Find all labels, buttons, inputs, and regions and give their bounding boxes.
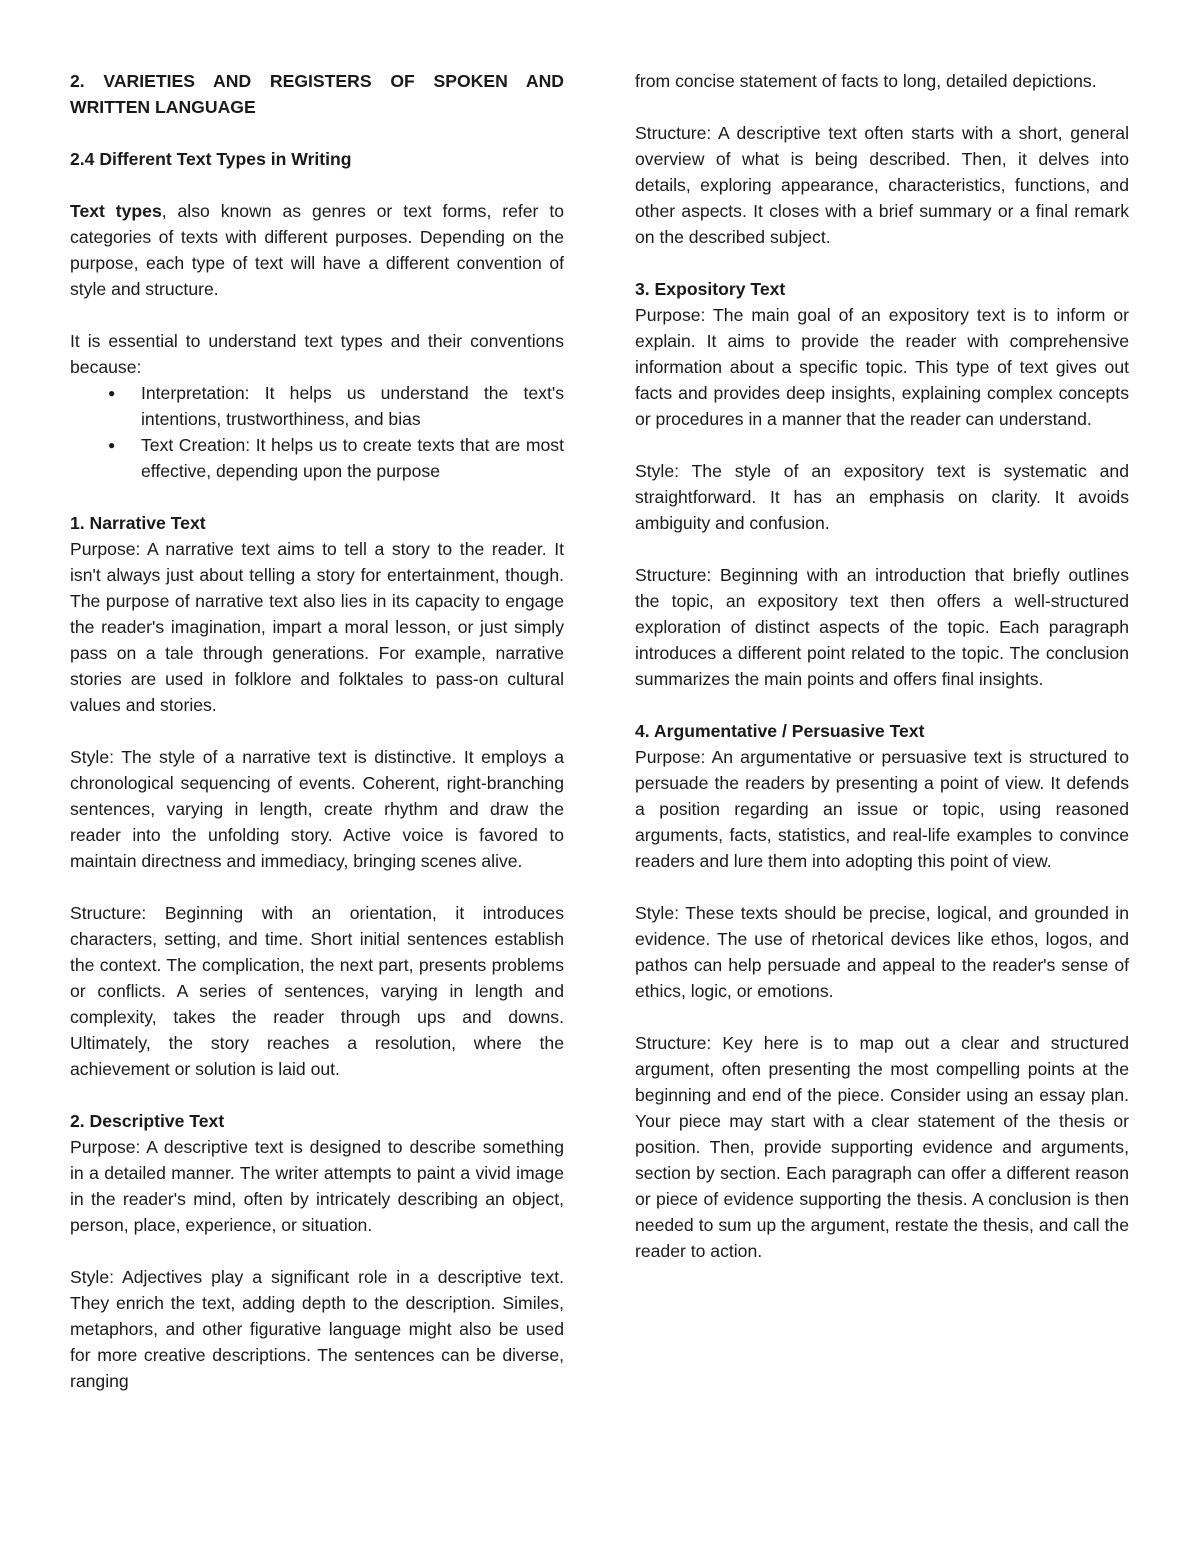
argumentative-style: Style: These texts should be precise, logical, and grounded in evidence. The use of rhetorical devices like ethos, logos, and pathos can help persuade and appeal to the reader's sense of ethics, logic, or emotions. [635,903,1129,1001]
document-title: 2. VARIETIES AND REGISTERS OF SPOKEN AND WRITTEN LANGUAGE [70,71,564,117]
list-item [70,432,564,484]
left-column [70,68,564,1394]
section-subtitle: 2.4 Different Text Types in Writing [70,149,352,169]
narrative-structure: Structure: Beginning with an orientation, it introduces characters, setting, and time. Short initial sentences establish the context. The complication, the next part, presents problems or conflicts. A series of sentences, varying in length and complexity, takes the reader through ups and downs. Ultimately, the story reaches a resolution, where the achievement or solution is laid out. [70,903,564,1079]
intro-paragraph [70,198,564,302]
argumentative-structure: Structure: Key here is to map out a clear and structured argument, often presenting the most compelling points at the beginning and end of the piece. Consider using an essay plan. Your piece may start with a clear statement of the thesis or position. Then, provide supporting evidence and arguments, section by section. Each paragraph can offer a different reason or piece of evidence supporting the thesis. A conclusion is then needed to sum up the argument, restate the thesis, and call the reader to action. [635,1033,1129,1261]
expository-purpose: Purpose: The main goal of an expository text is to inform or explain. It aims to provide the reader with comprehensive information about a specific topic. This type of text gives out facts and provides deep insights, explaining complex concepts or procedures in a manner that the reader can understand. [635,305,1129,429]
descriptive-structure: Structure: A descriptive text often starts with a short, general overview of what is being described. Then, it delves into details, exploring appearance, characteristics, functions, and other aspects. It closes with a brief summary or a final remark on the described subject. [635,123,1129,247]
narrative-style: Style: The style of a narrative text is distinctive. It employs a chronological sequencing of events. Coherent, right-branching sentences, varying in length, create rhythm and draw the reader into the unfolding story. Active voice is favored to maintain directness and immediacy, bringing scenes alive. [70,747,564,871]
list-item-text: Interpretation: It helps us understand the text's intentions, trustworthiness, and bias [141,383,564,429]
expository-style: Style: The style of an expository text is systematic and straightforward. It has an emphasis on clarity. It avoids ambiguity and confusion. [635,461,1129,533]
argumentative-heading: 4. Argumentative / Persuasive Text [635,721,925,741]
list-item-text: Text Creation: It helps us to create texts that are most effective, depending upon the purpose [141,435,564,481]
essential-paragraph: It is essential to understand text types and their conventions because: [70,331,564,377]
bullet-icon: ● [108,438,116,452]
descriptive-style-part1: Style: Adjectives play a significant role in a descriptive text. They enrich the text, adding depth to the description. Similes, metaphors, and other figurative language might also be used for more creative descriptions. The sentences can be diverse, ranging [70,1267,564,1391]
descriptive-style-part2: from concise statement of facts to long, detailed depictions. [635,71,1097,91]
narrative-purpose: Purpose: A narrative text aims to tell a story to the reader. It isn't always just about telling a story for entertainment, though. The purpose of narrative text also lies in its capacity to engage the reader's imagination, impart a moral lesson, or just simply pass on a tale through generations. For example, narrative stories are used in folklore and folktales to pass-on cultural values and stories. [70,539,564,715]
reasons-list [70,380,564,484]
intro-text: , also known as genres or text forms, refer to categories of texts with different purposes. Depending on the purpose, each type of text will have a different convention of style and structure. [70,201,564,299]
list-item [70,380,564,432]
expository-structure: Structure: Beginning with an introduction that briefly outlines the topic, an expository text then offers a well-structured exploration of distinct aspects of the topic. Each paragraph introduces a different point related to the topic. The conclusion summarizes the main points and offers final insights. [635,565,1129,689]
right-column [635,68,1129,1264]
bullet-icon: ● [108,386,116,400]
argumentative-purpose: Purpose: An argumentative or persuasive text is structured to persuade the readers by presenting a point of view. It defends a position regarding an issue or topic, using reasoned arguments, facts, statistics, and real-life examples to convince readers and lure them into adopting this point of view. [635,747,1129,871]
descriptive-heading: 2. Descriptive Text [70,1111,225,1131]
narrative-heading: 1. Narrative Text [70,513,206,533]
intro-term: Text types [70,201,162,221]
descriptive-purpose: Purpose: A descriptive text is designed to describe something in a detailed manner. The writer attempts to paint a vivid image in the reader's mind, often by intricately describing an object, person, place, experience, or situation. [70,1137,564,1235]
expository-heading: 3. Expository Text [635,279,786,299]
